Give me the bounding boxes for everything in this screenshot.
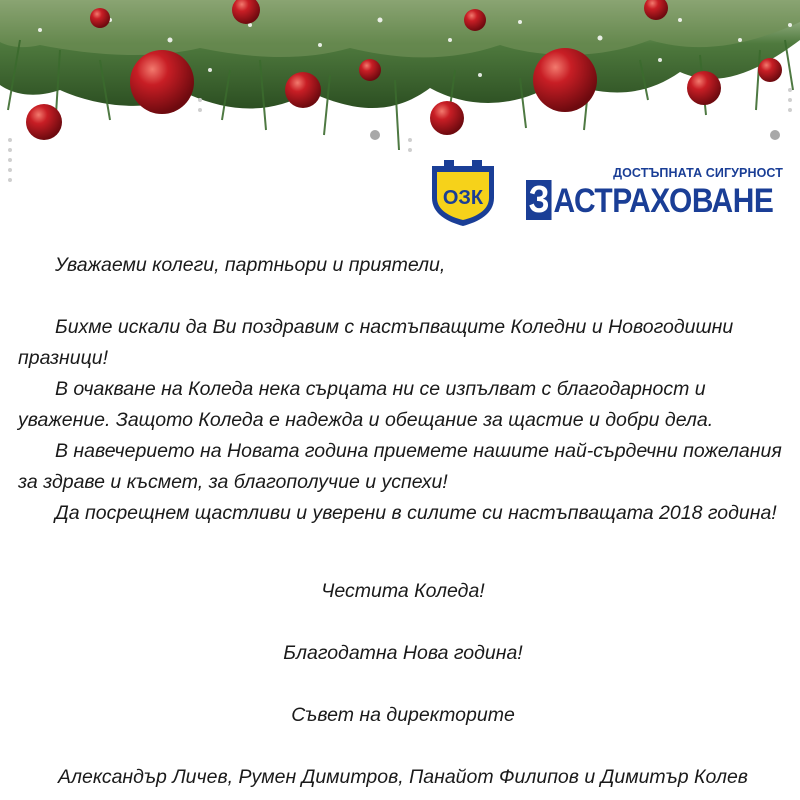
letter-paragraph: Да посрещнем щастливи и уверени в силите си настъпващата 2018 година! bbox=[55, 502, 777, 524]
wish-new-year: Благодатна Нова година! bbox=[283, 642, 523, 664]
letter-paragraph: В очакване на Коледа нека сърцата ни се изпълват с благодарност и уважение. Защото Коледа е надежда и обещание за щастие и добри дела. bbox=[18, 378, 714, 431]
wish-christmas: Честита Коледа! bbox=[321, 580, 485, 602]
signature-names: Александър Личев, Румен Димитров, Панайот Филипов и Димитър Колев bbox=[58, 766, 748, 788]
greeting-letter bbox=[18, 250, 788, 793]
brand-rest: АСТРАХОВАНЕ bbox=[553, 182, 774, 220]
castle-shield-icon bbox=[428, 158, 498, 226]
brand-initial: З bbox=[526, 180, 552, 220]
letter-greeting: Уважаеми колеги, партньори и приятели, bbox=[55, 254, 446, 276]
signature-organization: Съвет на директорите bbox=[291, 704, 515, 726]
brand-tagline: ДОСТЪПНАТА СИГУРНОСТ bbox=[613, 166, 783, 180]
logo-mark-text: ОЗК bbox=[442, 187, 484, 209]
brand-name bbox=[526, 180, 773, 220]
company-logo bbox=[428, 158, 788, 228]
pine-branches bbox=[0, 0, 800, 150]
letter-paragraph: Бихме искали да Ви поздравим с настъпващите Коледни и Новогодишни празници! bbox=[18, 316, 734, 369]
letter-paragraph: В навечерието на Новата година приемете нашите най-сърдечни пожелания за здраве и късмет, за благополучие и успехи! bbox=[18, 440, 782, 493]
spacer bbox=[18, 281, 788, 312]
